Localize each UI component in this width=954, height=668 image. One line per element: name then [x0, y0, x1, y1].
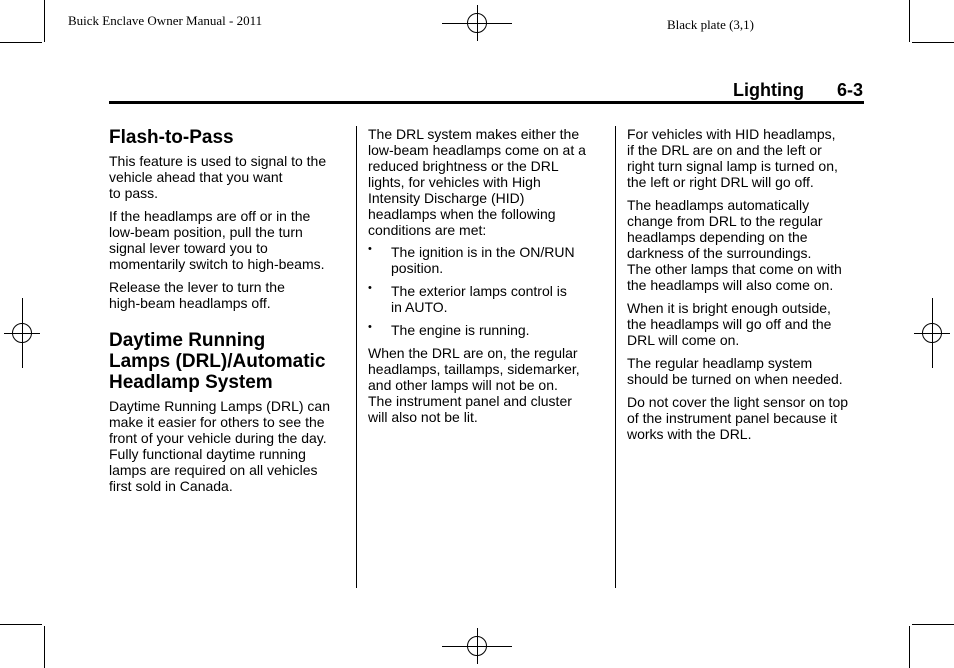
- list-item: • The ignition is in the ON/RUN position.: [368, 243, 575, 276]
- paragraph: Release the lever to turn the high-beam headlamps off.: [109, 279, 285, 311]
- heading-flash-to-pass: Flash-to-Pass: [109, 127, 234, 148]
- paragraph: If the headlamps are off or in the low-beam position, pull the turn signal lever toward you to momentarily switch to high-beams.: [109, 208, 325, 272]
- column-1: [109, 126, 345, 494]
- conditions-list: [368, 244, 604, 338]
- column-3: [627, 126, 863, 442]
- paragraph: The regular headlamp system should be turned on when needed.: [627, 355, 843, 387]
- crop-mark-top-right-v: [909, 0, 910, 42]
- slug-plate-info: Black plate (3,1): [667, 17, 754, 32]
- column-divider-1: [356, 126, 357, 588]
- paragraph: The headlamps automatically change from DRL to the regular headlamps depending on the darkness of the surroundings. The other lamps that come on with the headlamps will also come on.: [627, 197, 842, 293]
- crop-mark-bottom-left-v: [44, 626, 45, 668]
- paragraph: For vehicles with HID headlamps, if the DRL are on and the left or right turn signal lamp is turned on, the left or right DRL will go off.: [627, 126, 838, 190]
- crop-mark-bottom-right-h: [912, 624, 954, 625]
- paragraph: When it is bright enough outside, the headlamps will go off and the DRL will come on.: [627, 300, 832, 348]
- bullet-icon: •: [368, 321, 372, 333]
- registration-mark-left: [4, 298, 40, 368]
- crop-mark-bottom-left-h: [0, 624, 42, 625]
- header-rule: [109, 101, 864, 104]
- running-head: [109, 80, 864, 102]
- paragraph: The DRL system makes either the low-beam headlamps come on at a reduced brightness or the DRL lights, for vehicles with High Intensity Discharge (HID) headlamps when the following conditions are met:: [368, 126, 586, 238]
- registration-mark-top: [442, 5, 512, 41]
- crop-mark-top-right-h: [912, 42, 954, 43]
- paragraph: Do not cover the light sensor on top of the instrument panel because it works with the DRL.: [627, 394, 849, 442]
- column-divider-2: [615, 126, 616, 588]
- slug-manual-title: Buick Enclave Owner Manual - 2011: [68, 13, 263, 28]
- crop-mark-top-left-h: [0, 42, 42, 43]
- registration-mark-right: [914, 298, 950, 368]
- list-item: • The engine is running.: [368, 321, 530, 338]
- paragraph: Daytime Running Lamps (DRL) can make it easier for others to see the front of your vehicle during the day. Fully functional daytime running lamps are required on all vehicles first sold in Canada.: [109, 398, 330, 494]
- crop-mark-top-left-v: [44, 0, 45, 42]
- crop-mark-bottom-right-v: [909, 626, 910, 668]
- registration-mark-bottom: [442, 628, 512, 664]
- list-item: • The exterior lamps control is in AUTO.: [368, 282, 567, 315]
- heading-drl: Daytime Running Lamps (DRL)/Automatic Headlamp System: [109, 330, 326, 393]
- paragraph: This feature is used to signal to the vehicle ahead that you want to pass.: [109, 153, 327, 201]
- paragraph: When the DRL are on, the regular headlamps, taillamps, sidemarker, and other lamps will not be on. The instrument panel and cluster will also not be lit.: [368, 345, 580, 425]
- column-2: [368, 126, 604, 425]
- bullet-icon: •: [368, 282, 372, 294]
- page-number: 6-3: [836, 80, 863, 100]
- section-title: Lighting: [733, 80, 804, 100]
- bullet-icon: •: [368, 243, 372, 255]
